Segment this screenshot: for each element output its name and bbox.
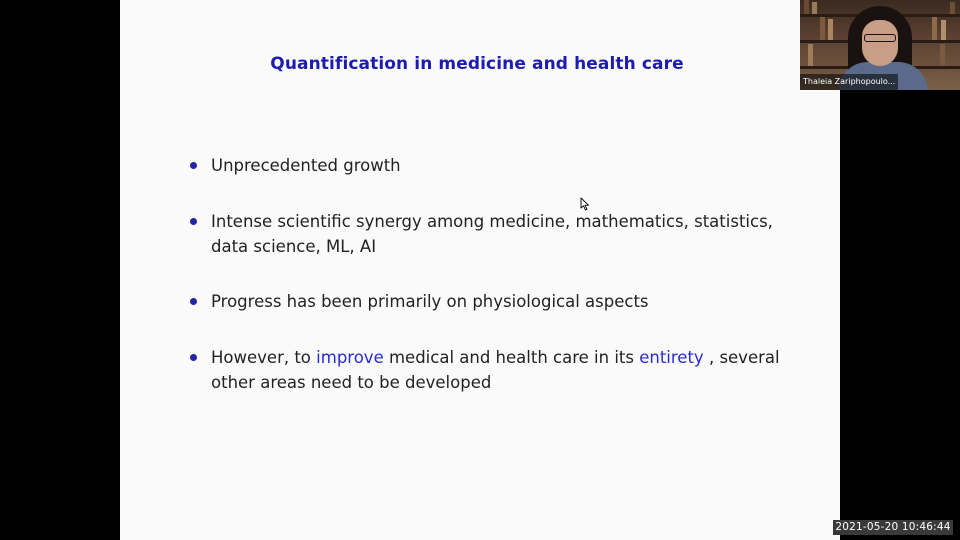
bullet-text: Intense scientific synergy among medicine, mathematics, statistics, data science, ML, AI bbox=[211, 212, 773, 256]
bullet-text: Progress has been primarily on physiological aspects bbox=[211, 292, 649, 311]
highlight-entirety: entirety bbox=[639, 348, 704, 367]
bullet-item bbox=[190, 345, 790, 395]
bullet-dot bbox=[190, 218, 197, 225]
book-decoration bbox=[828, 19, 833, 40]
bullet-item bbox=[190, 153, 790, 178]
participant-glasses bbox=[864, 34, 896, 42]
book-decoration bbox=[808, 44, 813, 66]
presentation-slide bbox=[120, 0, 840, 540]
highlight-improve: improve bbox=[316, 348, 384, 367]
book-decoration bbox=[932, 17, 937, 40]
bullet-item bbox=[190, 209, 790, 259]
book-decoration bbox=[940, 44, 945, 66]
participant-name-label: Thaleia Zariphopoulo... bbox=[800, 74, 898, 90]
bullet-dot bbox=[190, 162, 197, 169]
bullet-text-segment: However, to bbox=[211, 348, 317, 367]
bullet-text bbox=[211, 345, 790, 395]
book-decoration bbox=[812, 2, 817, 14]
bullet-text: Unprecedented growth bbox=[211, 156, 401, 175]
participant-video-tile[interactable] bbox=[800, 0, 960, 90]
bullet-item bbox=[190, 289, 790, 314]
recording-timestamp: 2021-05-20 10:46:44 bbox=[833, 520, 953, 535]
book-decoration bbox=[820, 17, 825, 40]
mouse-pointer-icon bbox=[580, 197, 590, 211]
bullet-text-segment: medical and health care in its bbox=[383, 348, 640, 367]
bullet-dot bbox=[190, 298, 197, 305]
book-decoration bbox=[804, 0, 809, 14]
bullet-dot bbox=[190, 354, 197, 361]
book-decoration bbox=[941, 20, 946, 40]
bullet-text-segment: , several other areas need to be developed bbox=[211, 348, 780, 392]
slide-title: Quantification in medicine and health care bbox=[270, 54, 684, 74]
book-decoration bbox=[950, 2, 955, 14]
participant-face bbox=[862, 20, 898, 66]
